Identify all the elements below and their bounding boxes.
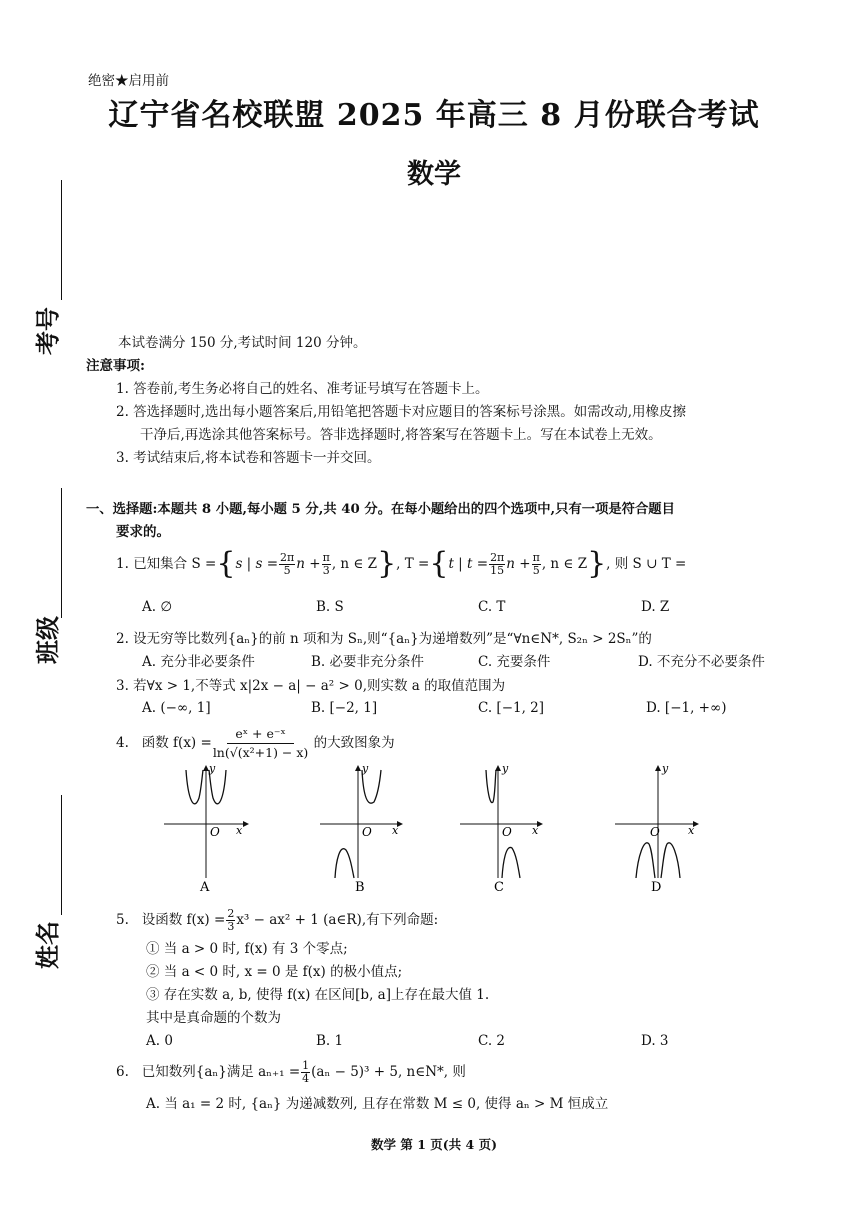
subject-title: 数学 [407, 159, 461, 190]
svg-text:O: O [650, 825, 660, 839]
svg-text:O: O [502, 825, 512, 839]
exam-title: 辽宁省名校联盟 2025 年高三 8 月份联合考试 [108, 98, 760, 133]
question-5: 5. 设函数 f(x) = $\frac{2}{3}$ x³ − ax² + 1 (a∈R),有下列命题: [116, 906, 439, 933]
name-label: 姓名 [34, 921, 62, 969]
option-b: B. S [316, 599, 344, 615]
graph-label: D [651, 880, 662, 895]
question-number: 5. [116, 912, 129, 928]
class-label: 班级 [34, 616, 62, 664]
section-heading-cont: 要求的。 [116, 524, 170, 540]
option-a: A. 充分非必要条件 [142, 654, 255, 670]
question-1: 1. 已知集合 S = { s | s = $\frac{2\pi}{5}$ n + $\frac{\pi}{3}$ , n ∈ Z } , T = { t | t = $\frac{2\pi}{15}$ n + $\frac{\pi}{5}$ , n ∈ Z } , 则 S ∪ T = [116, 546, 687, 581]
svg-text:O: O [210, 825, 220, 839]
graph-d [615, 762, 698, 895]
question-4: 4. 函数 f(x) = $\frac{\text{eˣ + e⁻ˣ}}{\text{ln(√(x²+1) − x)}}$ 的大致图象为 [116, 725, 395, 760]
exam-no-line [61, 180, 62, 300]
class-line [61, 488, 62, 618]
exam-no-label: 考号 [34, 307, 62, 355]
svg-text:y: y [362, 762, 369, 775]
option-d: D. Z [641, 599, 670, 615]
option-a: A. (−∞, 1] [142, 700, 211, 716]
note-item: 2. 答选择题时,选出每小题答案后,用铅笔把答题卡对应题目的答案标号涂黑。如需改动,用橡皮擦 [116, 404, 687, 420]
name-line [61, 795, 62, 915]
option-d: D. 不充分不必要条件 [638, 654, 765, 670]
option-b: B. 1 [316, 1033, 344, 1049]
svg-text:y: y [209, 762, 216, 775]
svg-text:y: y [662, 762, 669, 775]
option-c: C. T [478, 599, 506, 615]
option-c: C. 2 [478, 1033, 506, 1049]
option-a: A. 0 [146, 1033, 173, 1049]
note-item: 3. 考试结束后,将本试卷和答题卡一并交回。 [116, 450, 381, 466]
proposition: ① 当 a > 0 时, f(x) 有 3 个零点; [146, 941, 348, 957]
graph-b [320, 762, 402, 895]
note-item: 1. 答卷前,考生务必将自己的姓名、准考证号填写在答题卡上。 [116, 381, 489, 397]
question-6: 6. 已知数列{aₙ}满足 aₙ₊₁ = $\frac{1}{4}$ (aₙ − 5)³ + 5, n∈N*, 则 [116, 1058, 466, 1085]
intro-text: 本试卷满分 150 分,考试时间 120 分钟。 [118, 335, 367, 351]
question-prompt: 其中是真命题的个数为 [146, 1010, 281, 1026]
option-c: C. [−1, 2] [478, 700, 545, 716]
notes-heading: 注意事项: [86, 358, 145, 374]
question-number: 6. [116, 1064, 129, 1080]
proposition: ③ 存在实数 a, b, 使得 f(x) 在区间[b, a]上存在最大值 1. [146, 987, 490, 1003]
question-number: 1. [116, 556, 129, 572]
note-item: 干净后,再选涂其他答案标号。答非选择题时,将答案写在答题卡上。写在本试卷上无效。 [140, 427, 662, 443]
option-c: C. 充要条件 [478, 654, 551, 670]
question-number: 4. [116, 735, 129, 751]
q4-graphs [150, 760, 850, 900]
graph-c [460, 762, 542, 895]
graph-label: A [200, 880, 210, 895]
graph-label: B [355, 880, 365, 895]
svg-text:O: O [362, 825, 372, 839]
graph-a [164, 762, 248, 895]
secret-label: 绝密★启用前 [88, 73, 169, 89]
option-b: B. 必要非充分条件 [311, 654, 425, 670]
svg-text:x: x [236, 824, 243, 837]
option-d: D. [−1, +∞) [646, 700, 727, 716]
option-b: B. [−2, 1] [311, 700, 378, 716]
section-heading: 一、选择题:本题共 8 小题,每小题 5 分,共 40 分。在每小题给出的四个选项中,只有一项是符合题目 [86, 502, 675, 517]
option-d: D. 3 [641, 1033, 669, 1049]
graph-label: C [494, 880, 504, 895]
option-a: A. 当 a₁ = 2 时, {aₙ} 为递减数列, 且存在常数 M ≤ 0, 使得 aₙ > M 恒成立 [146, 1096, 609, 1112]
question-3: 3. 若∀x > 1,不等式 x|2x − a| − a² > 0,则实数 a 的取值范围为 [116, 678, 506, 694]
option-a: A. ∅ [142, 599, 173, 615]
svg-text:x: x [688, 824, 695, 837]
proposition: ② 当 a < 0 时, x = 0 是 f(x) 的极小值点; [146, 964, 403, 980]
page-footer: 数学 第 1 页(共 4 页) [371, 1137, 497, 1152]
svg-text:y: y [502, 762, 509, 775]
svg-text:x: x [532, 824, 539, 837]
svg-text:x: x [392, 824, 399, 837]
question-2: 2. 设无穷等比数列{aₙ}的前 n 项和为 Sₙ,则“{aₙ}为递增数列”是“∀n∈N*, S₂ₙ > 2Sₙ”的 [116, 631, 652, 647]
